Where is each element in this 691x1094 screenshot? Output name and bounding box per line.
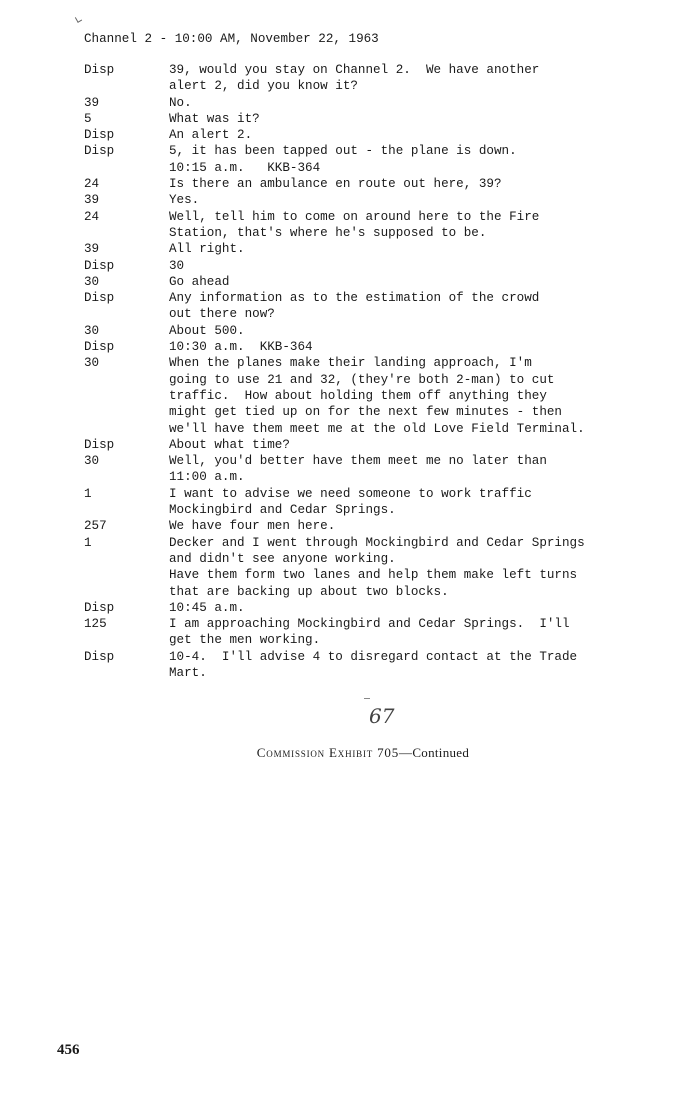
utterance-line: 10:15 a.m. KKB-364 [169, 160, 321, 175]
utterance-line: Any information as to the estimation of the crowd [169, 291, 540, 306]
utterance-line: 39, would you stay on Channel 2. We have another [169, 63, 540, 77]
speaker-label: Disp [84, 63, 115, 77]
transcript-row [84, 258, 644, 274]
speaker-label: 39 [84, 193, 100, 208]
transcript-row [84, 649, 644, 682]
transcript-row [84, 437, 644, 453]
utterance-text [169, 241, 644, 257]
speaker-label: 125 [84, 617, 107, 632]
utterance-text [169, 453, 644, 486]
speaker-label: 257 [84, 519, 107, 534]
utterance-text [169, 535, 644, 600]
utterance-line: Well, you'd better have them meet me no later than [169, 454, 547, 469]
utterance-text [169, 518, 644, 534]
speaker-label: 30 [84, 274, 100, 289]
utterance-line: 5, it has been tapped out - the plane is down. [169, 144, 517, 159]
utterance-line: We have four men here. [169, 519, 336, 534]
utterance-line: 10-4. I'll advise 4 to disregard contact at the Trade [169, 649, 578, 664]
speaker-label: 30 [84, 454, 100, 469]
transcript-row [84, 535, 644, 600]
speaker-label: 5 [84, 111, 92, 126]
handwritten-page-number: 67 [369, 704, 395, 728]
transcript-row [84, 241, 644, 257]
utterance-text [169, 143, 644, 176]
speaker-label: 30 [84, 323, 100, 338]
speaker-label: 1 [84, 535, 92, 550]
transcript-row [84, 453, 644, 486]
utterance-line: Decker and I went through Mockingbird and Cedar Springs [169, 535, 585, 550]
utterance-text [169, 209, 644, 242]
corner-tick-mark [75, 15, 82, 23]
speaker-label: Disp [84, 291, 115, 306]
transcript-row [84, 518, 644, 534]
transcript-row [84, 62, 644, 95]
utterance-line: All right. [169, 242, 245, 257]
transcript-row [84, 339, 644, 355]
utterance-line: When the planes make their landing approach, I'm [169, 356, 532, 371]
utterance-text [169, 127, 644, 143]
utterance-line: I am approaching Mockingbird and Cedar Springs. I'll [169, 617, 570, 632]
speaker-label: Disp [84, 649, 115, 664]
speaker-label: Disp [84, 600, 115, 615]
exhibit-label: Commission Exhibit 705 [256, 745, 400, 760]
utterance-text [169, 290, 644, 323]
utterance-line: Station, that's where he's supposed to be. [169, 225, 487, 240]
utterance-line: No. [169, 95, 192, 110]
transcript-row [84, 274, 644, 290]
speaker-label: 30 [84, 356, 100, 371]
transcript-row [84, 209, 644, 242]
utterance-line: I want to advise we need someone to work traffic [169, 486, 532, 501]
utterance-text [169, 95, 644, 111]
exhibit-caption [0, 745, 691, 761]
transcript-row [84, 192, 644, 208]
speaker-label: Disp [84, 340, 115, 355]
speaker-label: 1 [84, 486, 92, 501]
page-number: 456 [57, 1042, 80, 1058]
transcript-header: Channel 2 - 10:00 AM, November 22, 1963 [84, 32, 379, 46]
transcript-row [84, 176, 644, 192]
transcript-row [84, 600, 644, 616]
utterance-text [169, 323, 644, 339]
utterance-line: out there now? [169, 307, 275, 322]
speaker-label: Disp [84, 128, 115, 143]
utterance-line: 10:45 a.m. [169, 600, 245, 615]
utterance-text [169, 176, 644, 192]
speaker-label: 39 [84, 95, 100, 110]
utterance-line: Well, tell him to come on around here to the Fire [169, 209, 540, 224]
pencil-dash-mark [364, 698, 370, 699]
utterance-text [169, 192, 644, 208]
transcript-row [84, 355, 644, 436]
transcript-row [84, 323, 644, 339]
utterance-line: might get tied up on for the next few minutes - then [169, 405, 562, 420]
transcript-row [84, 143, 644, 176]
utterance-line: get the men working. [169, 633, 321, 648]
utterance-line: Have them form two lanes and help them make left turns [169, 568, 578, 583]
utterance-line: Mart. [169, 665, 207, 680]
utterance-text [169, 486, 644, 519]
speaker-label: 24 [84, 177, 100, 192]
utterance-line: alert 2, did you know it? [169, 79, 358, 94]
transcript-body [84, 62, 644, 681]
speaker-label: Disp [84, 144, 115, 159]
utterance-line: Go ahead [169, 274, 230, 289]
utterance-text [169, 600, 644, 616]
transcript-row [84, 95, 644, 111]
utterance-line: 30 [169, 258, 185, 273]
speaker-label: Disp [84, 437, 115, 452]
utterance-line: that are backing up about two blocks. [169, 584, 449, 599]
utterance-text [169, 258, 644, 274]
utterance-text [169, 111, 644, 127]
utterance-text [169, 62, 644, 95]
utterance-line: 10:30 a.m. KKB-364 [169, 340, 313, 355]
utterance-text [169, 616, 644, 649]
transcript-row [84, 486, 644, 519]
utterance-text [169, 437, 644, 453]
utterance-line: What was it? [169, 111, 260, 126]
utterance-line: and didn't see anyone working. [169, 551, 396, 566]
utterance-line: Mockingbird and Cedar Springs. [169, 503, 396, 518]
speaker-label: Disp [84, 258, 115, 273]
utterance-line: traffic. How about holding them off anything they [169, 388, 547, 403]
utterance-text [169, 274, 644, 290]
transcript-row [84, 616, 644, 649]
exhibit-suffix: —Continued [399, 745, 470, 760]
speaker-label: 24 [84, 209, 100, 224]
utterance-line: 11:00 a.m. [169, 470, 245, 485]
utterance-line: we'll have them meet me at the old Love Field Terminal. [169, 421, 585, 436]
utterance-line: About what time? [169, 437, 290, 452]
utterance-line: An alert 2. [169, 128, 253, 143]
speaker-label: 39 [84, 242, 100, 257]
utterance-text [169, 649, 644, 682]
utterance-text [169, 355, 644, 436]
transcript-row [84, 111, 644, 127]
utterance-line: About 500. [169, 323, 245, 338]
utterance-line: going to use 21 and 32, (they're both 2-man) to cut [169, 372, 555, 387]
utterance-text [169, 339, 644, 355]
utterance-line: Yes. [169, 193, 200, 208]
transcript-row [84, 290, 644, 323]
utterance-line: Is there an ambulance en route out here, 39? [169, 177, 502, 192]
transcript-row [84, 127, 644, 143]
